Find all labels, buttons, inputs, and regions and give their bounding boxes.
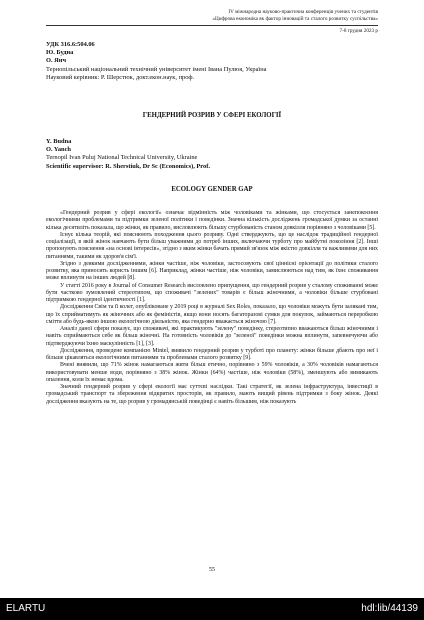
footer-repository-name: ELARTU [6,603,46,614]
paragraph: Вчені виявили, що 71% жінок намагаються жити більш етично, порівняно з 59% чоловіків, а 30% чоловіків намагаються використовувати менше води, порівняно з 38% жінок. Жінки (64%) частіше, ніж чоловіки (58%), зменшують або вимикають опалення, коли їх немає вдома. [46,362,378,383]
author-2-ua: О. Янч [46,57,67,65]
paragraph: Аналіз даної сфери показує, що споживачі, які практикують "зелену" поведінку, стереотипно вважаються більш жіночними і навіть сприймаються себе як більш жіночні. На готовність чоловіків до "зеленої" поведінки можна вплинути, запевнечуючи або підтверджуючи їхню маскулінність [1], [3]. [46,326,378,347]
header-line-1: IV міжнародна науково-практична конференція учених та студентів [228,9,378,15]
title-en: ECOLOGY GENDER GAP [171,186,253,193]
title-ua: ГЕНДЕРНИЙ РОЗРИВ У СФЕРІ ЕКОЛОГІЇ [142,112,282,119]
author-1-ua: Ю. Будна [46,49,74,57]
supervisor-en: Scientific supervisor: R. Sherstiuk, Dr Sc (Economics), Prof. [46,162,210,170]
author-2-en: O. Yanch [46,146,71,154]
header-line-2: «Цифрова економіка як фактор інновацій та сталого розвитку суспільства» [212,16,378,22]
affiliation-en: Ternopil Ivan Puluj National Technical University, Ukraine [46,154,198,162]
ua-metadata [46,41,266,82]
paragraph: «Гендерний розрив у сфері екології» означає відмінність між чоловіками та жінками, що стосується занепокоєння екологічними проблемами та підтримки зеленої політики і поведінки. Значна кількість досліджень громадської думки за останні кілька десятиліть показала, що жінки, як правило, висловлюють більшу стурбованість станом довкілля порівняно з чоловіками [5]. [46,210,378,231]
header-divider [46,25,378,26]
repository-footer [0,598,424,620]
en-metadata [46,138,210,171]
article-body [46,210,378,406]
author-1-en: Y. Budna [46,138,72,145]
page-number: 55 [209,567,215,573]
supervisor-ua: Науковий керівник: Р. Шерстюк, докт.екон.наук, проф. [46,73,195,81]
conference-date: 7-8 грудня 2023 р [339,28,378,34]
paragraph: Дослідження, проведене компанією Mintel, виявило гендерний розрив у турботі про планету: жінки більше дбають про неї і більше цікавляться екологічними питаннями та проблемами сталого розвитку [9]. [46,347,378,361]
paragraph: Існує кілька теорій, які пояснюють походження цього розриву. Одні стверджують, що це наслідок традиційної гендерної соціалізації, в якій жінок навчають бути більш уважними до потреб інших, включаючи турботу про майбутні покоління [2]. Інші пропонують пояснення «на основі інтересів», згідно з яким жінки бачать прямий зв'язок між якістю довкілля та важливими для них питаннями, такими як здоров'я сім'ї. [46,231,378,260]
paragraph: У статті 2016 року в Journal of Consumer Research висловлено припущення, що гендерний розрив у сталому споживанні може бути частково зумовлений стереотипом, що споживачі "зелених" товарів є більш жіночними, а чоловіки більше стурбовані підтримкою гендерної ідентичності [1]. [46,282,378,303]
paragraph: Дослідження Свім та її колег, опубліковане у 2019 році в журналі Sex Roles, показало, що чоловіки можуть бути залякані тим, що їх сприйматимуть як жіночних або як феміністів, якщо вони носять багаторазові сумки для покупок, займаються переробкою сміття або будь-якою іншою екологічною діяльністю, яка гендерно вважається жіночою [7]. [46,304,378,325]
affiliation-ua: Тернопільський національний технічний університет імені Івана Пулюя, Україна [46,65,267,73]
paragraph: Значний гендерний розрив у сфері екології має суттєві наслідки. Такі стратегії, як зелена інфраструктура, інвестиції в громадський транспорт та збереження відкритих просторів, як правило, мають вищий рівень підтримки з боку жінок. Деякі дослідження вказують на те, що розрив у громадянській поведінці є навіть більшим, ніж показують [46,384,378,405]
conference-header [78,9,378,23]
footer-handle: hdl:lib/44139 [361,603,418,614]
udc-code: УДК 316.6:504.06 [46,41,95,48]
paragraph: Згідно з деякими дослідженнями, жінки частіше, ніж чоловіки, застосовують свої ціннісні орієнтації до політики сталого розвитку, яка приносить користь іншим [6]. Наприклад, жінки частіше, ніж чоловіки, замислюються над тим, як їхнє споживання може вплинути на інших людей [8]. [46,260,378,282]
